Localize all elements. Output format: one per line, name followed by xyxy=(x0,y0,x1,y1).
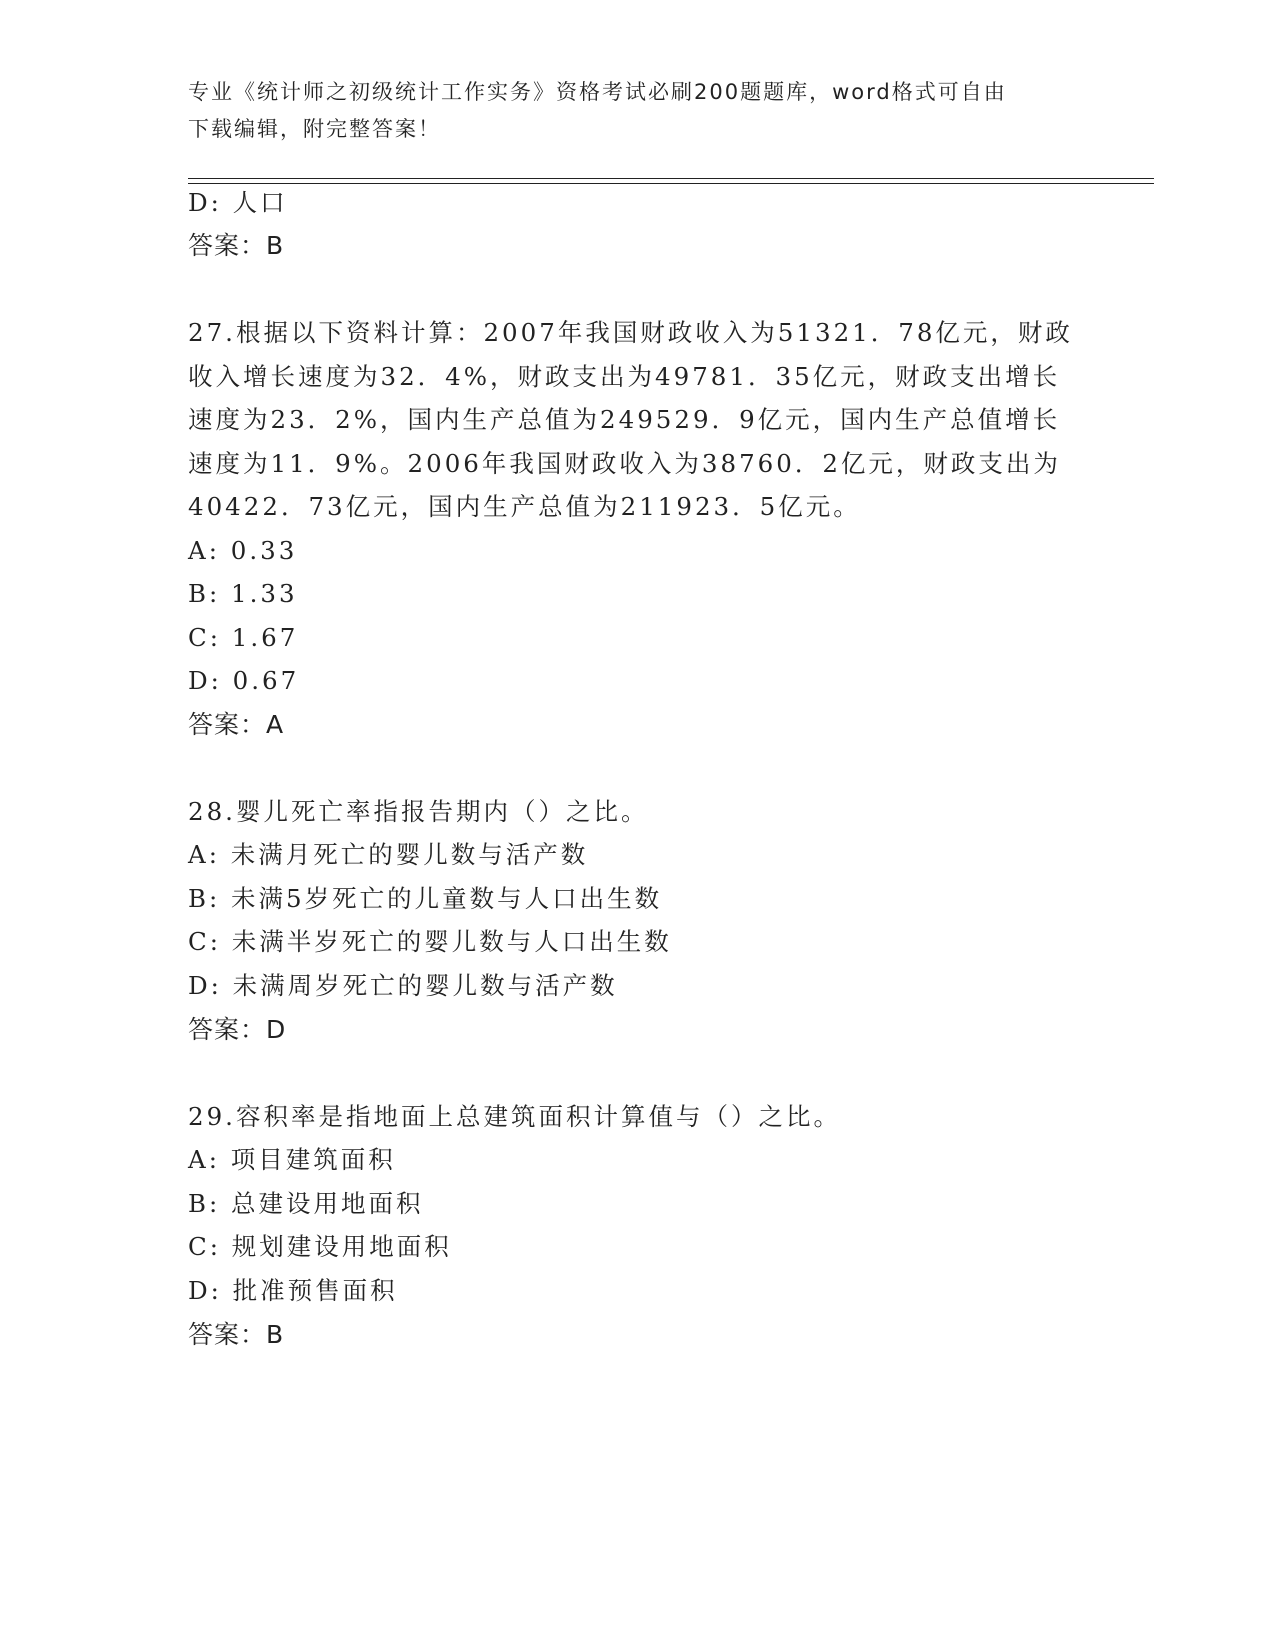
document-header xyxy=(188,74,1088,148)
q28-option-a: A: 未满月死亡的婴儿数与活产数 xyxy=(188,840,589,869)
header-line-1: 专业《统计师之初级统计工作实务》资格考试必刷200题题库，word格式可自由 xyxy=(188,80,1007,104)
header-rule-top xyxy=(188,178,1154,179)
q27-stem-line-3: 速度为23．2%，国内生产总值为249529．9亿元，国内生产总值增长 xyxy=(188,405,1061,434)
q28-stem-line-1: 28.婴儿死亡率指报告期内（）之比。 xyxy=(188,797,649,826)
q27-option-d: D: 0.67 xyxy=(188,666,300,695)
q27-stem-line-2: 收入增长速度为32．4%，财政支出为49781．35亿元，财政支出增长 xyxy=(188,362,1061,391)
q28-answer: 答案：D xyxy=(188,1015,287,1044)
header-line-2: 下载编辑，附完整答案！ xyxy=(188,117,441,141)
q29-answer: 答案：B xyxy=(188,1320,285,1349)
prev-answer: 答案：B xyxy=(188,231,285,260)
q28-option-c: C: 未满半岁死亡的婴儿数与人口出生数 xyxy=(188,927,672,956)
q27-option-c: C: 1.67 xyxy=(188,623,299,652)
q28-option-b: B: 未满5岁死亡的儿童数与人口出生数 xyxy=(188,884,663,913)
q29-option-c: C: 规划建设用地面积 xyxy=(188,1232,452,1261)
q29-option-b: B: 总建设用地面积 xyxy=(188,1189,424,1218)
q29-stem-line-1: 29.容积率是指地面上总建筑面积计算值与（）之比。 xyxy=(188,1102,841,1131)
q27-answer: 答案：A xyxy=(188,710,285,739)
q27-option-a: A: 0.33 xyxy=(188,536,298,565)
q28-option-d: D: 未满周岁死亡的婴儿数与活产数 xyxy=(188,971,618,1000)
header-rule-bottom xyxy=(188,183,1154,184)
q27-option-b: B: 1.33 xyxy=(188,579,298,608)
q29-option-d: D: 批准预售面积 xyxy=(188,1276,398,1305)
q27-stem-line-1: 27.根据以下资料计算：2007年我国财政收入为51321．78亿元，财政 xyxy=(188,318,1073,347)
prev-option-d: D: 人口 xyxy=(188,188,288,217)
q27-stem-line-5: 40422．73亿元，国内生产总值为211923．5亿元。 xyxy=(188,492,861,521)
q29-option-a: A: 项目建筑面积 xyxy=(188,1145,396,1174)
q27-stem-line-4: 速度为11．9%。2006年我国财政收入为38760．2亿元，财政支出为 xyxy=(188,449,1061,478)
